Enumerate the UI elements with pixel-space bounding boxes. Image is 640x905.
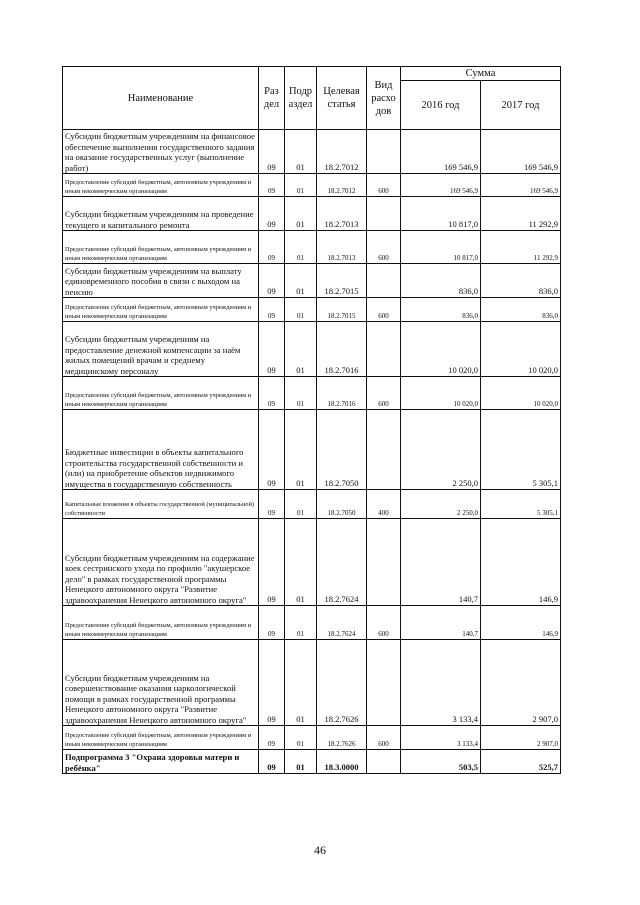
- row-podrazdel: 01: [285, 490, 317, 519]
- row-name: Субсидии бюджетным учреждениям на предоставление денежной компенсации за наём жилых помещений врачам и среднему медицинскому персоналу: [63, 322, 259, 377]
- row-sum-2016: 169 546,9: [401, 130, 481, 174]
- row-expense-type: 400: [367, 490, 401, 519]
- row-name: Предоставление субсидий бюджетным, автономным учреждениям и иным некоммерческим организациям: [63, 726, 259, 750]
- header-name: Наименование: [63, 67, 259, 130]
- table-row: [63, 519, 561, 606]
- row-podrazdel: 01: [285, 410, 317, 490]
- header-expense-type: Вид расхо дов: [367, 67, 401, 130]
- table-row: [63, 322, 561, 377]
- row-expense-type: 600: [367, 726, 401, 750]
- row-podrazdel: 01: [285, 726, 317, 750]
- row-sum-2017: 10 020,0: [481, 322, 561, 377]
- row-name: Предоставление субсидий бюджетным, автономным учреждениям и иным некоммерческим организациям: [63, 606, 259, 640]
- header-sum: Сумма: [401, 67, 561, 81]
- table-row: [63, 231, 561, 264]
- row-sum-2016: 3 133,4: [401, 726, 481, 750]
- header-2016: 2016 год: [401, 81, 481, 130]
- row-target-article: 18.2.7013: [317, 197, 367, 231]
- table-row: [63, 410, 561, 490]
- row-target-article: 18.2.7050: [317, 490, 367, 519]
- row-target-article: 18.2.7624: [317, 519, 367, 606]
- header-2017: 2017 год: [481, 81, 561, 130]
- row-name: Субсидии бюджетным учреждениям на выплату единовременного пособия в связи с выходом на пенсию: [63, 264, 259, 298]
- row-sum-2017: 5 305,1: [481, 410, 561, 490]
- row-razdel: 09: [259, 490, 285, 519]
- table-row: [63, 298, 561, 322]
- table-row: [63, 726, 561, 750]
- row-target-article: 18.2.7624: [317, 606, 367, 640]
- row-sum-2017: 525,7: [481, 750, 561, 774]
- row-expense-type: 600: [367, 377, 401, 410]
- row-razdel: 09: [259, 264, 285, 298]
- row-razdel: 09: [259, 130, 285, 174]
- row-expense-type: [367, 750, 401, 774]
- page-number: 46: [314, 843, 326, 857]
- row-expense-type: 600: [367, 606, 401, 640]
- row-sum-2016: 10 817,0: [401, 231, 481, 264]
- row-sum-2016: 836,0: [401, 264, 481, 298]
- row-name: Бюджетные инвестиции в объекты капитального строительства государственной собственности и (или) на приобретение объектов недвижимого имущества в государственную собственность: [63, 410, 259, 490]
- row-name: Предоставление субсидий бюджетным, автономным учреждениям и иным некоммерческим организациям: [63, 231, 259, 264]
- row-sum-2016: 503,5: [401, 750, 481, 774]
- row-target-article: 18.2.7016: [317, 322, 367, 377]
- row-sum-2017: 2 907,0: [481, 640, 561, 726]
- row-expense-type: [367, 197, 401, 231]
- table-row: [63, 197, 561, 231]
- row-razdel: 09: [259, 519, 285, 606]
- row-podrazdel: 01: [285, 197, 317, 231]
- table-row: [63, 377, 561, 410]
- row-name: Предоставление субсидий бюджетным, автономным учреждениям и иным некоммерческим организациям: [63, 298, 259, 322]
- row-sum-2017: 11 292,9: [481, 231, 561, 264]
- row-sum-2017: 146,9: [481, 519, 561, 606]
- row-sum-2016: 169 546,9: [401, 174, 481, 197]
- row-sum-2017: 2 907,0: [481, 726, 561, 750]
- row-expense-type: [367, 322, 401, 377]
- row-razdel: 09: [259, 174, 285, 197]
- row-target-article: 18.2.7626: [317, 640, 367, 726]
- row-expense-type: 600: [367, 174, 401, 197]
- budget-table: [62, 66, 561, 774]
- row-name: Капитальные вложения в объекты государственной (муниципальной) собственности: [63, 490, 259, 519]
- row-sum-2017: 11 292,9: [481, 197, 561, 231]
- row-sum-2016: 10 817,0: [401, 197, 481, 231]
- row-sum-2017: 836,0: [481, 298, 561, 322]
- row-expense-type: 600: [367, 231, 401, 264]
- row-sum-2016: 3 133,4: [401, 640, 481, 726]
- row-expense-type: [367, 519, 401, 606]
- row-razdel: 09: [259, 322, 285, 377]
- row-name: Предоставление субсидий бюджетным, автономным учреждениям и иным некоммерческим организациям: [63, 377, 259, 410]
- row-target-article: 18.2.7050: [317, 410, 367, 490]
- row-expense-type: 600: [367, 298, 401, 322]
- row-target-article: 18.2.7015: [317, 298, 367, 322]
- row-sum-2016: 140,7: [401, 606, 481, 640]
- row-podrazdel: 01: [285, 231, 317, 264]
- row-name: Субсидии бюджетным учреждениям на проведение текущего и капитального ремонта: [63, 197, 259, 231]
- row-target-article: 18.2.7012: [317, 174, 367, 197]
- row-name: Предоставление субсидий бюджетным, автономным учреждениям и иным некоммерческим организациям: [63, 174, 259, 197]
- row-podrazdel: 01: [285, 174, 317, 197]
- table-row: [63, 490, 561, 519]
- header-razdel: Раз дел: [259, 67, 285, 130]
- row-target-article: 18.2.7013: [317, 231, 367, 264]
- row-target-article: 18.2.7016: [317, 377, 367, 410]
- row-name: Субсидии бюджетным учреждениям на содержание коек сестринского ухода по профилю "акушерское дело" в рамках государственной программы Ненецкого автономного округа "Развитие здравоохранения Ненецкого автономного округа": [63, 519, 259, 606]
- row-razdel: 09: [259, 197, 285, 231]
- row-sum-2017: 146,9: [481, 606, 561, 640]
- row-razdel: 09: [259, 640, 285, 726]
- row-target-article: 18.3.0000: [317, 750, 367, 774]
- row-razdel: 09: [259, 298, 285, 322]
- row-target-article: 18.2.7626: [317, 726, 367, 750]
- table-row: [63, 606, 561, 640]
- row-razdel: 09: [259, 606, 285, 640]
- row-podrazdel: 01: [285, 298, 317, 322]
- header-podrazdel: Подр аздел: [285, 67, 317, 130]
- row-sum-2017: 169 546,9: [481, 174, 561, 197]
- table-row: [63, 640, 561, 726]
- row-podrazdel: 01: [285, 750, 317, 774]
- row-sum-2016: 2 250,0: [401, 490, 481, 519]
- row-sum-2016: 140,7: [401, 519, 481, 606]
- table-row: [63, 264, 561, 298]
- table-row: [63, 130, 561, 174]
- row-razdel: 09: [259, 377, 285, 410]
- row-sum-2016: 10 020,0: [401, 377, 481, 410]
- row-name: Субсидии бюджетным учреждениям на финансовое обеспечение выполнения государственного задания на оказание государственных услуг (выполнение работ): [63, 130, 259, 174]
- row-sum-2016: 2 250,0: [401, 410, 481, 490]
- row-expense-type: [367, 410, 401, 490]
- header-target-article: Целевая статья: [317, 67, 367, 130]
- row-razdel: 09: [259, 750, 285, 774]
- budget-table-sheet: [62, 66, 560, 774]
- row-sum-2017: 10 020,0: [481, 377, 561, 410]
- row-target-article: 18.2.7015: [317, 264, 367, 298]
- row-podrazdel: 01: [285, 519, 317, 606]
- row-sum-2016: 10 020,0: [401, 322, 481, 377]
- row-razdel: 09: [259, 410, 285, 490]
- row-podrazdel: 01: [285, 606, 317, 640]
- row-razdel: 09: [259, 726, 285, 750]
- row-razdel: 09: [259, 231, 285, 264]
- row-sum-2017: 169 546,9: [481, 130, 561, 174]
- row-name: Подпрограмма 3 "Охрана здоровья матери и ребёнка": [63, 750, 259, 774]
- row-podrazdel: 01: [285, 377, 317, 410]
- row-podrazdel: 01: [285, 640, 317, 726]
- row-podrazdel: 01: [285, 264, 317, 298]
- row-sum-2017: 5 305,1: [481, 490, 561, 519]
- row-podrazdel: 01: [285, 130, 317, 174]
- row-name: Субсидии бюджетным учреждениям на совершенствование оказания наркологической помощи в рамках государственной программы Ненецкого автономного округа "Развитие здравоохранения Ненецкого автономного округа": [63, 640, 259, 726]
- row-expense-type: [367, 640, 401, 726]
- table-row: [63, 174, 561, 197]
- row-sum-2017: 836,0: [481, 264, 561, 298]
- table-row: [63, 750, 561, 774]
- row-target-article: 18.2.7012: [317, 130, 367, 174]
- row-expense-type: [367, 130, 401, 174]
- row-sum-2016: 836,0: [401, 298, 481, 322]
- row-expense-type: [367, 264, 401, 298]
- row-podrazdel: 01: [285, 322, 317, 377]
